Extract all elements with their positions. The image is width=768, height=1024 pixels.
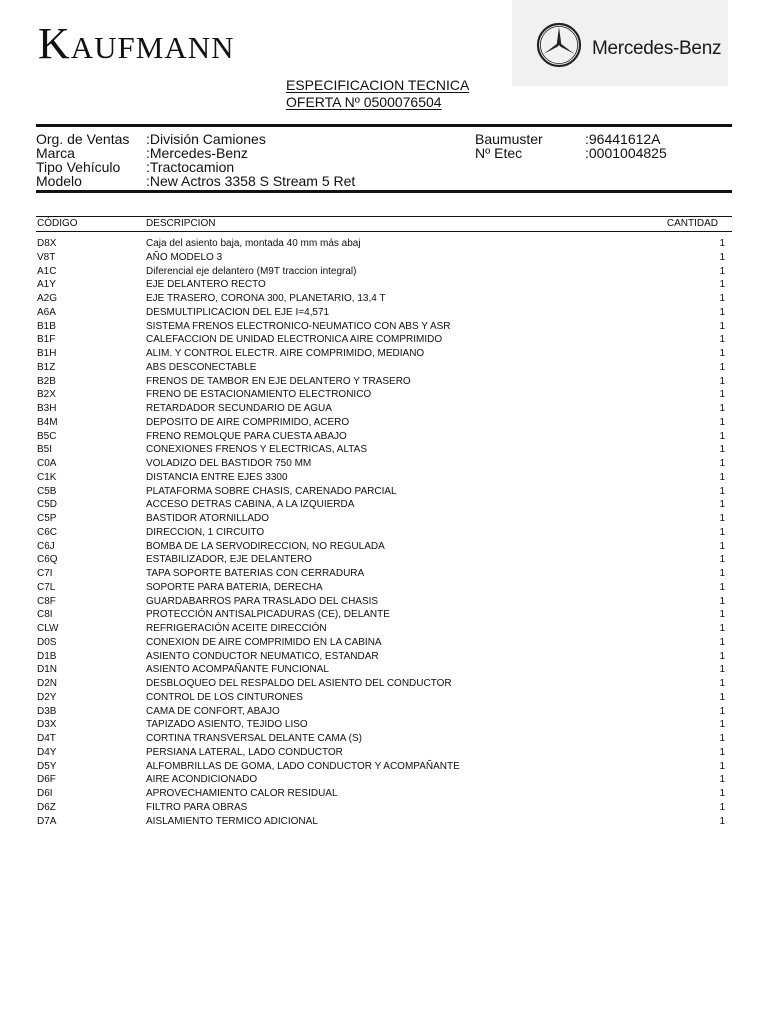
row-quantity: 1 — [719, 636, 725, 648]
row-code: D5Y — [37, 760, 57, 772]
row-code: B5C — [37, 430, 57, 442]
table-row — [36, 251, 732, 265]
table-row — [36, 801, 732, 815]
row-code: B4M — [37, 416, 58, 428]
row-code: C1K — [37, 471, 57, 483]
row-code: D4Y — [37, 746, 57, 758]
info-label: Tipo Vehículo — [36, 159, 121, 175]
row-quantity: 1 — [719, 389, 725, 401]
row-description: TAPA SOPORTE BATERIAS CON CERRADURA — [146, 568, 365, 579]
row-code: B1F — [37, 334, 56, 346]
row-description: DEPOSITO DE AIRE COMPRIMIDO, ACERO — [146, 416, 350, 428]
table-row — [36, 760, 732, 774]
info-row-baumuster — [475, 132, 667, 146]
table-row — [36, 650, 732, 664]
row-quantity: 1 — [719, 513, 725, 524]
row-description: BASTIDOR ATORNILLADO — [146, 513, 269, 524]
vehicle-info-right — [475, 132, 667, 160]
row-code: A1C — [37, 265, 57, 277]
row-description: ASIENTO ACOMPAÑANTE FUNCIONAL — [146, 664, 329, 676]
info-row-model — [36, 174, 355, 188]
table-row — [36, 718, 732, 732]
row-description: ALIM. Y CONTROL ELECTR. AIRE COMPRIMIDO, MEDIANO — [146, 348, 425, 359]
row-quantity: 1 — [719, 265, 725, 277]
row-description: FRENOS DE TAMBOR EN EJE DELANTERO Y TRASERO — [146, 375, 411, 387]
row-quantity: 1 — [719, 815, 725, 827]
header-rule-bottom — [36, 190, 732, 193]
kaufmann-logo — [38, 19, 235, 68]
row-description: CONEXION DE AIRE COMPRIMIDO EN LA CABINA — [146, 636, 382, 648]
table-row — [36, 567, 732, 581]
row-quantity: 1 — [719, 554, 725, 566]
row-quantity: 1 — [719, 705, 725, 717]
row-code: C5P — [37, 513, 57, 524]
row-code: C7L — [37, 581, 56, 593]
info-value: :96441612A — [585, 131, 661, 147]
row-code: D8X — [37, 238, 57, 249]
info-value: :Mercedes-Benz — [146, 145, 248, 161]
info-label: Modelo — [36, 173, 82, 189]
info-row-etec — [475, 146, 667, 160]
row-code: D3X — [37, 719, 57, 731]
row-code: D6F — [37, 774, 56, 786]
title-offer-number: OFERTA Nº 0500076504 — [286, 94, 442, 110]
row-code: D6Z — [37, 801, 56, 813]
row-code: B2B — [37, 375, 56, 387]
row-description: ABS DESCONECTABLE — [146, 361, 257, 373]
row-quantity: 1 — [719, 430, 725, 442]
row-description: CONTROL DE LOS CINTURONES — [146, 691, 303, 703]
row-code: C5B — [37, 485, 57, 497]
row-code: A2G — [37, 293, 58, 304]
row-description: CONEXIONES FRENOS Y ELECTRICAS, ALTAS — [146, 444, 367, 456]
row-description: AISLAMIENTO TERMICO ADICIONAL — [146, 815, 318, 827]
table-row — [36, 691, 732, 705]
row-code: C6J — [37, 540, 55, 552]
row-code: D1N — [37, 664, 58, 676]
row-description: CALEFACCION DE UNIDAD ELECTRONICA AIRE COMPRIMIDO — [146, 334, 443, 346]
row-description: PLATAFORMA SOBRE CHASIS, CARENADO PARCIAL — [146, 485, 397, 497]
header-quantity: CANTIDAD — [666, 218, 718, 229]
table-row — [36, 375, 732, 389]
row-quantity: 1 — [719, 664, 725, 676]
row-quantity: 1 — [719, 293, 725, 304]
row-quantity: 1 — [719, 623, 725, 634]
row-quantity: 1 — [719, 609, 725, 621]
table-row — [36, 498, 732, 512]
row-description: ASIENTO CONDUCTOR NEUMATICO, ESTANDAR — [146, 650, 379, 662]
table-row — [36, 608, 732, 622]
row-description: FRENO DE ESTACIONAMIENTO ELECTRONICO — [146, 389, 372, 401]
row-quantity: 1 — [719, 760, 725, 772]
row-quantity: 1 — [719, 416, 725, 428]
row-quantity: 1 — [719, 568, 725, 579]
table-row — [36, 815, 732, 829]
info-row-vehicle-type — [36, 160, 355, 174]
row-code: C7I — [37, 568, 53, 579]
document-title — [286, 77, 469, 111]
row-description: ESTABILIZADOR, EJE DELANTERO — [146, 554, 312, 566]
row-description: DESBLOQUEO DEL RESPALDO DEL ASIENTO DEL CONDUCTOR — [146, 678, 452, 689]
row-description: CAMA DE CONFORT, ABAJO — [146, 705, 280, 717]
row-code: D2N — [37, 678, 58, 689]
table-row — [36, 553, 732, 567]
table-row — [36, 705, 732, 719]
info-row-brand — [36, 146, 355, 160]
row-quantity: 1 — [719, 375, 725, 387]
header-description: DESCRIPCION — [146, 218, 216, 229]
row-quantity: 1 — [719, 471, 725, 483]
table-row — [36, 416, 732, 430]
row-quantity: 1 — [719, 774, 725, 786]
spec-table-body — [36, 237, 732, 828]
row-code: B5I — [37, 444, 53, 456]
mercedes-star-icon — [536, 22, 582, 68]
table-row — [36, 732, 732, 746]
row-quantity: 1 — [719, 306, 725, 318]
row-code: C6C — [37, 526, 58, 538]
row-quantity: 1 — [719, 526, 725, 538]
row-quantity: 1 — [719, 485, 725, 497]
row-description: Diferencial eje delantero (M9T traccion integral) — [146, 265, 357, 277]
row-code: C8I — [37, 609, 53, 621]
table-row — [36, 320, 732, 334]
row-description: BOMBA DE LA SERVODIRECCION, NO REGULADA — [146, 540, 385, 552]
table-row — [36, 526, 732, 540]
row-code: D1B — [37, 650, 57, 662]
row-code: D7A — [37, 815, 57, 827]
table-row — [36, 663, 732, 677]
row-quantity: 1 — [719, 719, 725, 731]
table-row — [36, 347, 732, 361]
info-label: Marca — [36, 145, 75, 161]
row-code: D2Y — [37, 691, 57, 703]
row-description: REFRIGERACIÓN ACEITE DIRECCIÓN — [146, 623, 327, 634]
row-description: APROVECHAMIENTO CALOR RESIDUAL — [146, 788, 338, 799]
row-quantity: 1 — [719, 595, 725, 607]
header-rule-top — [36, 124, 732, 127]
row-description: EJE DELANTERO RECTO — [146, 279, 266, 291]
row-description: PROTECCIÓN ANTISALPICADURAS (CE), DELANTE — [146, 609, 390, 621]
row-quantity: 1 — [719, 320, 725, 332]
mercedes-benz-logo — [512, 0, 728, 86]
row-quantity: 1 — [719, 746, 725, 758]
row-description: FILTRO PARA OBRAS — [146, 801, 248, 813]
vehicle-info-left — [36, 132, 355, 188]
table-row — [36, 540, 732, 554]
table-row — [36, 746, 732, 760]
row-description: AIRE ACONDICIONADO — [146, 774, 258, 786]
row-quantity: 1 — [719, 540, 725, 552]
row-description: PERSIANA LATERAL, LADO CONDUCTOR — [146, 746, 343, 758]
table-row — [36, 443, 732, 457]
table-row — [36, 333, 732, 347]
row-code: A6A — [37, 306, 56, 318]
row-description: SOPORTE PARA BATERIA, DERECHA — [146, 581, 323, 593]
row-quantity: 1 — [719, 733, 725, 744]
info-label: Org. de Ventas — [36, 131, 130, 147]
row-description: ALFOMBRILLAS DE GOMA, LADO CONDUCTOR Y ACOMPAÑANTE — [146, 760, 460, 772]
row-quantity: 1 — [719, 444, 725, 456]
row-quantity: 1 — [719, 279, 725, 291]
row-description: GUARDABARROS PARA TRASLADO DEL CHASIS — [146, 595, 379, 607]
row-quantity: 1 — [719, 251, 725, 263]
row-code: B3H — [37, 403, 57, 414]
row-description: DIRECCION, 1 CIRCUITO — [146, 526, 265, 538]
mercedes-benz-wordmark: Mercedes-Benz — [592, 38, 722, 59]
row-quantity: 1 — [719, 650, 725, 662]
table-row — [36, 292, 732, 306]
row-quantity: 1 — [719, 691, 725, 703]
row-code: B1H — [37, 348, 57, 359]
row-code: C0A — [37, 458, 57, 469]
row-code: CLW — [37, 623, 59, 634]
row-quantity: 1 — [719, 458, 725, 469]
table-row — [36, 773, 732, 787]
row-description: VOLADIZO DEL BASTIDOR 750 MM — [146, 458, 312, 469]
row-quantity: 1 — [719, 361, 725, 373]
row-quantity: 1 — [719, 788, 725, 799]
row-code: B1Z — [37, 361, 56, 373]
kaufmann-logo-rest: AUFMANN — [70, 30, 235, 65]
row-quantity: 1 — [719, 499, 725, 511]
table-row — [36, 512, 732, 526]
table-row — [36, 388, 732, 402]
row-code: C8F — [37, 595, 56, 607]
row-description: ACCESO DETRAS CABINA, A LA IZQUIERDA — [146, 499, 355, 511]
table-header — [36, 216, 732, 232]
table-row — [36, 471, 732, 485]
table-row — [36, 787, 732, 801]
row-code: B1B — [37, 320, 56, 332]
row-code: D6I — [37, 788, 53, 799]
row-code: D4T — [37, 733, 56, 744]
row-code: C6Q — [37, 554, 58, 566]
table-row — [36, 402, 732, 416]
table-row — [36, 457, 732, 471]
info-value: :New Actros 3358 S Stream 5 Ret — [146, 173, 356, 189]
row-description: AÑO MODELO 3 — [146, 251, 223, 263]
title-spec: ESPECIFICACION TECNICA — [286, 77, 470, 93]
row-description: CORTINA TRANSVERSAL DELANTE CAMA (S) — [146, 733, 362, 744]
row-code: C5D — [37, 499, 58, 511]
row-code: A1Y — [37, 279, 56, 291]
table-row — [36, 581, 732, 595]
row-description: SISTEMA FRENOS ELECTRONICO-NEUMATICO CON ABS Y ASR — [146, 320, 451, 332]
row-quantity: 1 — [719, 348, 725, 359]
header-code: CÓDIGO — [37, 218, 78, 229]
row-description: TAPIZADO ASIENTO, TEJIDO LISO — [146, 719, 308, 731]
row-quantity: 1 — [719, 238, 725, 249]
table-row — [36, 278, 732, 292]
row-quantity: 1 — [719, 801, 725, 813]
row-quantity: 1 — [719, 334, 725, 346]
row-description: DISTANCIA ENTRE EJES 3300 — [146, 471, 288, 483]
info-label: Nº Etec — [475, 145, 523, 161]
table-row — [36, 677, 732, 691]
table-row — [36, 485, 732, 499]
row-description: RETARDADOR SECUNDARIO DE AGUA — [146, 403, 332, 414]
row-description: FRENO REMOLQUE PARA CUESTA ABAJO — [146, 430, 347, 442]
info-row-org — [36, 132, 355, 146]
row-code: V8T — [37, 251, 56, 263]
table-row — [36, 636, 732, 650]
table-row — [36, 430, 732, 444]
table-row — [36, 361, 732, 375]
kaufmann-logo-initial: K — [38, 19, 71, 68]
row-description: Caja del asiento baja, montada 40 mm más abaj — [146, 238, 361, 249]
table-row — [36, 265, 732, 279]
row-code: D3B — [37, 705, 57, 717]
info-value: :Tractocamion — [146, 159, 235, 175]
table-row — [36, 306, 732, 320]
table-row — [36, 622, 732, 636]
row-quantity: 1 — [719, 403, 725, 414]
info-label: Baumuster — [475, 131, 543, 147]
row-description: DESMULTIPLICACION DEL EJE I=4,571 — [146, 306, 330, 318]
table-row — [36, 595, 732, 609]
row-code: D0S — [37, 636, 57, 648]
row-description: EJE TRASERO, CORONA 300, PLANETARIO, 13,4 T — [146, 293, 386, 304]
row-quantity: 1 — [719, 678, 725, 689]
row-code: B2X — [37, 389, 56, 401]
row-quantity: 1 — [719, 581, 725, 593]
info-value: :0001004825 — [585, 145, 667, 161]
table-row — [36, 237, 732, 251]
info-value: :División Camiones — [146, 131, 266, 147]
